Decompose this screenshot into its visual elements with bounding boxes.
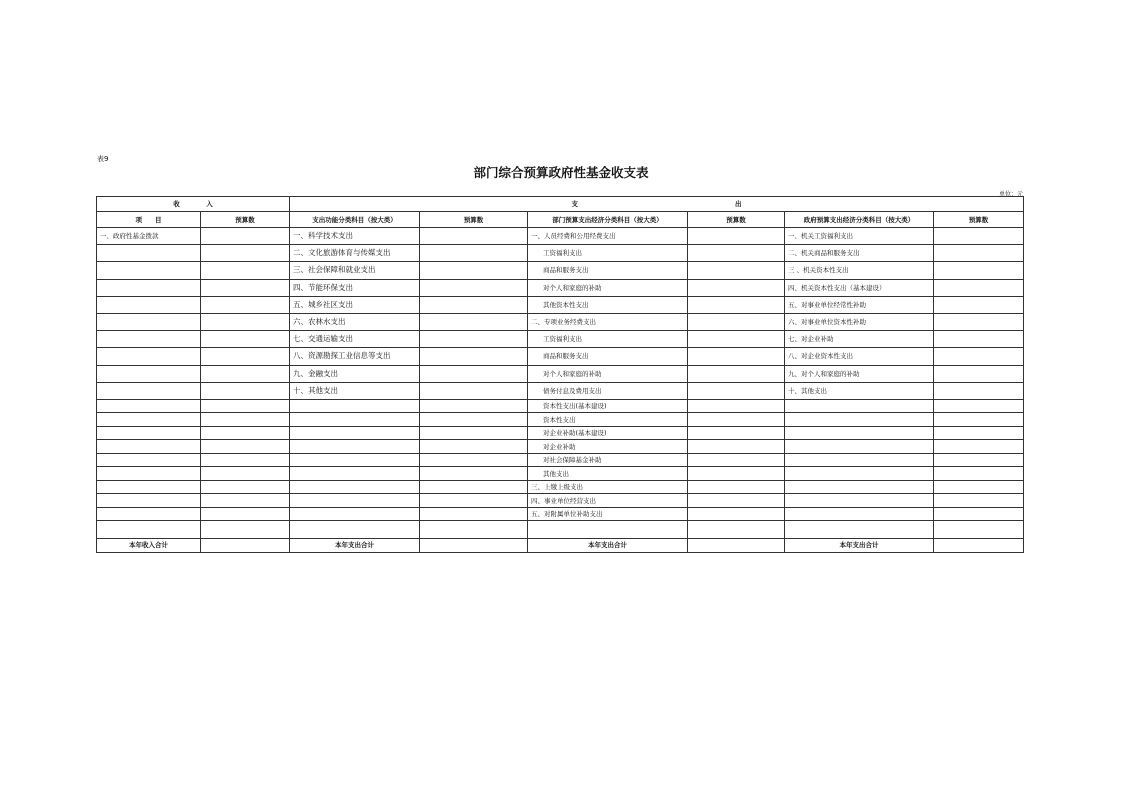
- income-budget-value: [201, 262, 290, 279]
- dept-item: 债务付息及费用支出: [528, 382, 688, 399]
- func-total-value: [420, 538, 528, 552]
- gov-item: [785, 494, 934, 508]
- table-row: [97, 382, 1024, 399]
- expense-group-header: 支 出: [290, 197, 1024, 212]
- dept-budget-value: [688, 507, 785, 521]
- func-item: 八、资源勘探工业信息等支出: [290, 348, 420, 365]
- income-budget-value: [201, 480, 290, 494]
- func-budget-value: [420, 521, 528, 538]
- table-row: [97, 262, 1024, 279]
- dept-budget-value: [688, 331, 785, 348]
- func-budget-value: [420, 507, 528, 521]
- income-budget-value: [201, 348, 290, 365]
- gov-budget-value: [934, 413, 1024, 427]
- gov-item: 八、对企业资本性支出: [785, 348, 934, 365]
- income-item: [97, 494, 201, 508]
- table-number-label: 表9: [97, 155, 109, 163]
- income-budget-value: [201, 365, 290, 382]
- table-row: [97, 348, 1024, 365]
- col-header-budget: 预算数: [688, 212, 785, 228]
- dept-budget-value: [688, 382, 785, 399]
- gov-budget-value: [934, 440, 1024, 454]
- gov-budget-value: [934, 296, 1024, 313]
- func-item: [290, 453, 420, 467]
- func-budget-value: [420, 228, 528, 245]
- dept-item: 资本性支出: [528, 413, 688, 427]
- dept-budget-value: [688, 399, 785, 413]
- dept-budget-value: [688, 521, 785, 538]
- income-item: [97, 440, 201, 454]
- income-budget-value: [201, 426, 290, 440]
- func-item: [290, 440, 420, 454]
- dept-budget-value: [688, 228, 785, 245]
- gov-budget-value: [934, 279, 1024, 296]
- dept-budget-value: [688, 440, 785, 454]
- dept-item: 对社会保障基金补助: [528, 453, 688, 467]
- gov-item: [785, 440, 934, 454]
- func-budget-value: [420, 279, 528, 296]
- gov-item: [785, 399, 934, 413]
- income-budget-value: [201, 467, 290, 481]
- func-budget-value: [420, 399, 528, 413]
- gov-item: 一、机关工资福利支出: [785, 228, 934, 245]
- dept-item: 一、人员经费和公用经费支出: [528, 228, 688, 245]
- group-header-row: [97, 197, 1024, 212]
- dept-total-value: [688, 538, 785, 552]
- gov-budget-value: [934, 331, 1024, 348]
- gov-budget-value: [934, 507, 1024, 521]
- gov-item: [785, 413, 934, 427]
- func-item: 六、农林水支出: [290, 313, 420, 330]
- func-item: 四、节能环保支出: [290, 279, 420, 296]
- dept-item: 商品和服务支出: [528, 348, 688, 365]
- gov-item: 十、其他支出: [785, 382, 934, 399]
- budget-table: [96, 196, 1024, 553]
- col-header-func-class: 支出功能分类科目（按大类）: [290, 212, 420, 228]
- page-title: 部门综合预算政府性基金收支表: [473, 165, 649, 180]
- func-budget-value: [420, 313, 528, 330]
- gov-item: 七、对企业补助: [785, 331, 934, 348]
- func-budget-value: [420, 382, 528, 399]
- unit-label: 单位：元: [998, 191, 1023, 198]
- income-item: [97, 382, 201, 399]
- table-row: [97, 399, 1024, 413]
- func-item: 二、文化旅游体育与传媒支出: [290, 245, 420, 262]
- income-item: [97, 507, 201, 521]
- dept-total-label: 本年支出合计: [528, 538, 688, 552]
- dept-item: 资本性支出(基本建设): [528, 399, 688, 413]
- dept-budget-value: [688, 494, 785, 508]
- func-item: 一、科学技术支出: [290, 228, 420, 245]
- dept-budget-value: [688, 296, 785, 313]
- gov-item: [785, 480, 934, 494]
- table-row: [97, 480, 1024, 494]
- table-row: [97, 467, 1024, 481]
- income-item: [97, 279, 201, 296]
- func-budget-value: [420, 262, 528, 279]
- func-item: 十、其他支出: [290, 382, 420, 399]
- gov-budget-value: [934, 245, 1024, 262]
- gov-item: 二、机关商品和服务支出: [785, 245, 934, 262]
- col-header-budget: 预算数: [420, 212, 528, 228]
- func-item: [290, 399, 420, 413]
- dept-budget-value: [688, 480, 785, 494]
- func-item: [290, 426, 420, 440]
- income-budget-value: [201, 440, 290, 454]
- dept-budget-value: [688, 348, 785, 365]
- income-budget-value: [201, 453, 290, 467]
- dept-item: 二、专项业务经费支出: [528, 313, 688, 330]
- gov-item: 六、对事业单位资本性补助: [785, 313, 934, 330]
- dept-budget-value: [688, 365, 785, 382]
- income-item: [97, 521, 201, 538]
- gov-item: [785, 426, 934, 440]
- gov-item: [785, 453, 934, 467]
- dept-budget-value: [688, 245, 785, 262]
- func-budget-value: [420, 245, 528, 262]
- dept-item: [528, 521, 688, 538]
- gov-budget-value: [934, 494, 1024, 508]
- dept-budget-value: [688, 262, 785, 279]
- income-item: [97, 313, 201, 330]
- dept-budget-value: [688, 453, 785, 467]
- income-budget-value: [201, 494, 290, 508]
- dept-item: 五、对附属单位补助支出: [528, 507, 688, 521]
- income-item: [97, 413, 201, 427]
- func-item: 五、城乡社区支出: [290, 296, 420, 313]
- col-header-budget: 预算数: [201, 212, 290, 228]
- func-item: 三、社会保障和就业支出: [290, 262, 420, 279]
- table-row: [97, 521, 1024, 538]
- income-item: [97, 296, 201, 313]
- dept-item: 其他资本性支出: [528, 296, 688, 313]
- income-budget-value: [201, 245, 290, 262]
- income-item: [97, 426, 201, 440]
- income-item: 一、政府性基金拨款: [97, 228, 201, 245]
- income-total-value: [201, 538, 290, 552]
- func-item: [290, 467, 420, 481]
- income-total-label: 本年收入合计: [97, 538, 201, 552]
- func-budget-value: [420, 440, 528, 454]
- func-budget-value: [420, 365, 528, 382]
- income-item: [97, 453, 201, 467]
- table-row: [97, 507, 1024, 521]
- income-item: [97, 262, 201, 279]
- dept-budget-value: [688, 313, 785, 330]
- func-item: [290, 413, 420, 427]
- table-row: [97, 296, 1024, 313]
- dept-budget-value: [688, 467, 785, 481]
- dept-item: 对企业补助: [528, 440, 688, 454]
- dept-item: 工资福利支出: [528, 245, 688, 262]
- gov-budget-value: [934, 480, 1024, 494]
- dept-item: 三、上缴上级支出: [528, 480, 688, 494]
- func-item: [290, 494, 420, 508]
- func-budget-value: [420, 453, 528, 467]
- func-budget-value: [420, 467, 528, 481]
- income-item: [97, 348, 201, 365]
- gov-item: 四、机关资本性支出（基本建设）: [785, 279, 934, 296]
- col-header-budget: 预算数: [934, 212, 1024, 228]
- func-item: [290, 480, 420, 494]
- income-item: [97, 399, 201, 413]
- table-row: [97, 313, 1024, 330]
- dept-item: 对个人和家庭的补助: [528, 279, 688, 296]
- gov-budget-value: [934, 399, 1024, 413]
- dept-item: 其他支出: [528, 467, 688, 481]
- dept-item: 商品和服务支出: [528, 262, 688, 279]
- table-row: [97, 228, 1024, 245]
- gov-budget-value: [934, 348, 1024, 365]
- dept-item: 对个人和家庭的补助: [528, 365, 688, 382]
- gov-budget-value: [934, 228, 1024, 245]
- income-budget-value: [201, 313, 290, 330]
- col-header-gov-econ: 政府预算支出经济分类科目（按大类）: [785, 212, 934, 228]
- func-item: [290, 521, 420, 538]
- table-row: [97, 245, 1024, 262]
- gov-budget-value: [934, 313, 1024, 330]
- gov-item: 九、对个人和家庭的补助: [785, 365, 934, 382]
- func-budget-value: [420, 494, 528, 508]
- dept-budget-value: [688, 426, 785, 440]
- income-item: [97, 467, 201, 481]
- income-item: [97, 365, 201, 382]
- gov-item: 五、对事业单位经常性补助: [785, 296, 934, 313]
- dept-budget-value: [688, 413, 785, 427]
- gov-budget-value: [934, 426, 1024, 440]
- income-budget-value: [201, 296, 290, 313]
- gov-budget-value: [934, 467, 1024, 481]
- dept-budget-value: [688, 279, 785, 296]
- func-budget-value: [420, 331, 528, 348]
- gov-budget-value: [934, 521, 1024, 538]
- gov-total-label: 本年支出合计: [785, 538, 934, 552]
- income-item: [97, 480, 201, 494]
- col-header-item: 项 目: [97, 212, 201, 228]
- income-budget-value: [201, 521, 290, 538]
- func-budget-value: [420, 296, 528, 313]
- func-budget-value: [420, 480, 528, 494]
- func-budget-value: [420, 413, 528, 427]
- dept-item: 四、事业单位经营支出: [528, 494, 688, 508]
- income-item: [97, 245, 201, 262]
- gov-item: [785, 467, 934, 481]
- income-item: [97, 331, 201, 348]
- gov-budget-value: [934, 382, 1024, 399]
- table-row: [97, 453, 1024, 467]
- gov-budget-value: [934, 365, 1024, 382]
- func-total-label: 本年支出合计: [290, 538, 420, 552]
- table-row: [97, 365, 1024, 382]
- table-row: [97, 426, 1024, 440]
- func-budget-value: [420, 426, 528, 440]
- table-row: [97, 413, 1024, 427]
- dept-item: 工资福利支出: [528, 331, 688, 348]
- column-header-row: [97, 212, 1024, 228]
- totals-row: [97, 538, 1024, 552]
- gov-item: 三 、机关资本性支出: [785, 262, 934, 279]
- income-group-header: 收 入: [97, 197, 290, 212]
- gov-budget-value: [934, 262, 1024, 279]
- income-budget-value: [201, 507, 290, 521]
- gov-budget-value: [934, 453, 1024, 467]
- income-budget-value: [201, 382, 290, 399]
- func-item: [290, 507, 420, 521]
- income-budget-value: [201, 331, 290, 348]
- table-row: [97, 440, 1024, 454]
- table-row: [97, 331, 1024, 348]
- func-item: 七、交通运输支出: [290, 331, 420, 348]
- col-header-dept-econ: 部门预算支出经济分类科目（按大类）: [528, 212, 688, 228]
- income-budget-value: [201, 279, 290, 296]
- gov-item: [785, 507, 934, 521]
- func-item: 九、金融支出: [290, 365, 420, 382]
- gov-total-value: [934, 538, 1024, 552]
- dept-item: 对企业补助(基本建设): [528, 426, 688, 440]
- income-budget-value: [201, 399, 290, 413]
- table-row: [97, 494, 1024, 508]
- gov-item: [785, 521, 934, 538]
- income-budget-value: [201, 413, 290, 427]
- table-row: [97, 279, 1024, 296]
- func-budget-value: [420, 348, 528, 365]
- income-budget-value: [201, 228, 290, 245]
